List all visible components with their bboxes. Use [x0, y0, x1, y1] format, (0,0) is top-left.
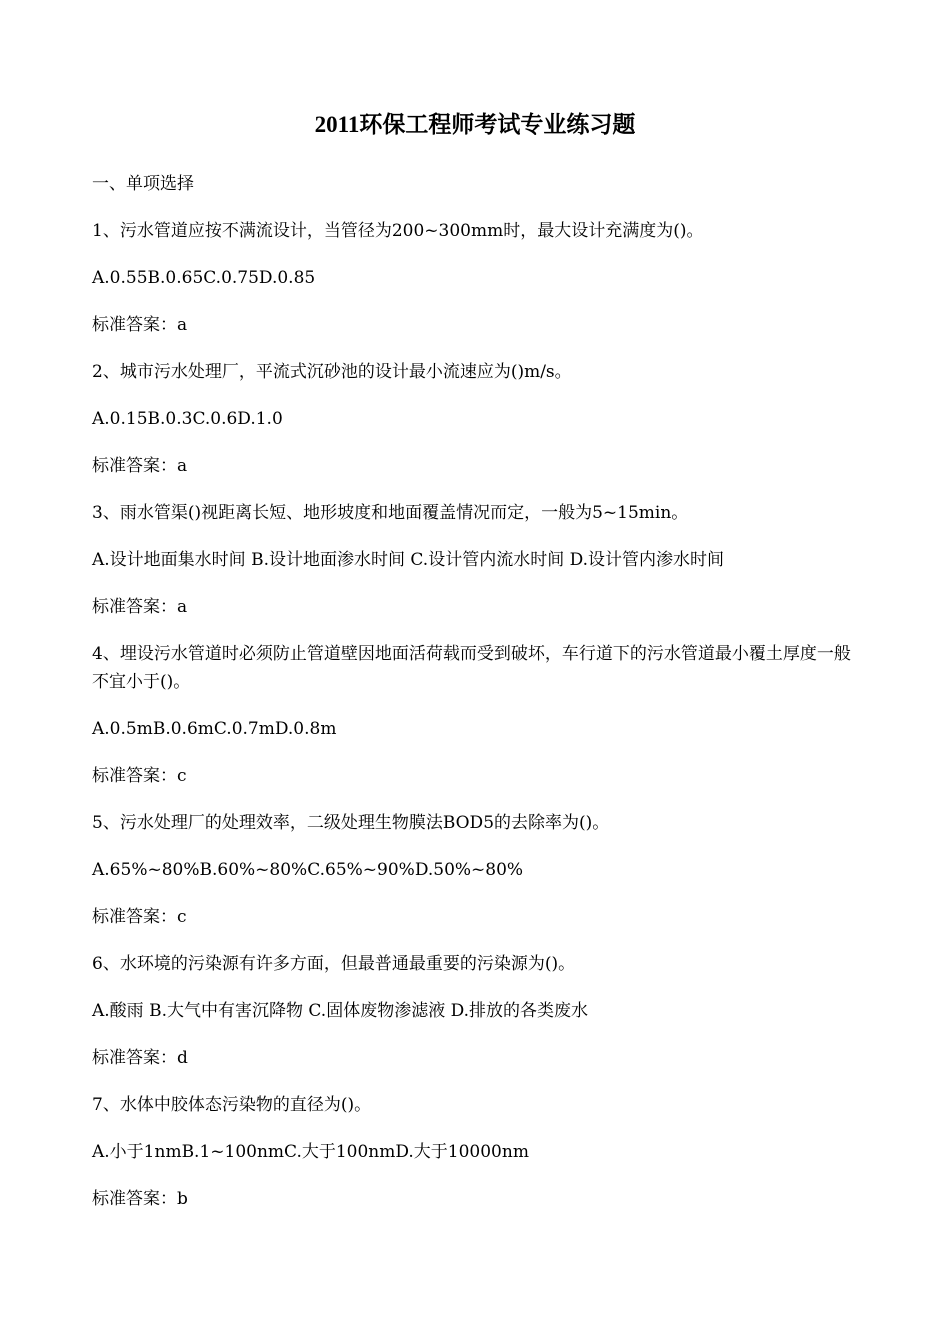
question-1-options: A.0.55B.0.65C.0.75D.0.85 [92, 268, 316, 288]
question-2-answer: 标准答案：a [92, 456, 188, 476]
question-2-stem: 2、城市污水处理厂，平流式沉砂池的设计最小流速应为()m/s。 [92, 362, 572, 382]
question-7-answer: 标准答案：b [92, 1189, 188, 1209]
document-body [92, 170, 862, 1232]
question-5-answer: 标准答案：c [92, 907, 187, 927]
question-4-stem: 4、埋设污水管道时必须防止管道壁因地面活荷载而受到破坏，车行道下的污水管道最小覆土厚度一般不宜小于()。 [92, 644, 851, 692]
question-7-stem: 7、水体中胶体态污染物的直径为()。 [92, 1095, 372, 1115]
question-5-stem: 5、污水处理厂的处理效率，二级处理生物膜法BOD5的去除率为()。 [92, 813, 610, 833]
question-3-options: A.设计地面集水时间 B.设计地面渗水时间 C.设计管内流水时间 D.设计管内渗水时间 [92, 550, 725, 570]
section-heading: 一、单项选择 [92, 174, 194, 194]
question-6-options: A.酸雨 B.大气中有害沉降物 C.固体废物渗滤液 D.排放的各类废水 [92, 1001, 589, 1021]
question-5-options: A.65%~80%B.60%~80%C.65%~90%D.50%~80% [92, 860, 524, 880]
question-6-answer: 标准答案：d [92, 1048, 188, 1068]
question-3-stem: 3、雨水管渠()视距离长短、地形坡度和地面覆盖情况而定，一般为5~15min。 [92, 503, 689, 523]
question-4-options: A.0.5mB.0.6mC.0.7mD.0.8m [92, 719, 337, 739]
question-2-options: A.0.15B.0.3C.0.6D.1.0 [92, 409, 283, 429]
question-6-stem: 6、水环境的污染源有许多方面，但最普通最重要的污染源为()。 [92, 954, 576, 974]
question-1-stem: 1、污水管道应按不满流设计，当管径为200~300mm时，最大设计充满度为()。 [92, 221, 704, 241]
document-title: 2011环保工程师考试专业练习题 [314, 112, 636, 137]
question-1-answer: 标准答案：a [92, 315, 188, 335]
question-3-answer: 标准答案：a [92, 597, 188, 617]
question-7-options: A.小于1nmB.1~100nmC.大于100nmD.大于10000nm [92, 1142, 529, 1162]
question-4-answer: 标准答案：c [92, 766, 187, 786]
